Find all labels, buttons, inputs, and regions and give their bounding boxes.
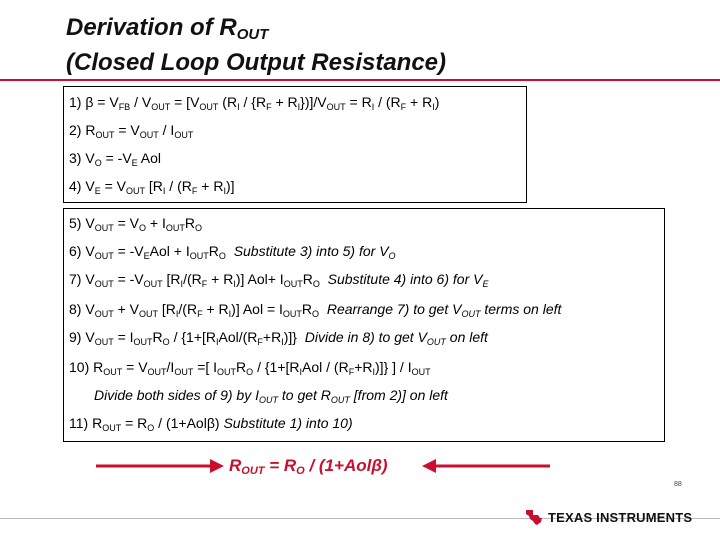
step-5: 5) $V_{OUT} = V_O + I_{OUT}R_O$ [69,215,202,233]
step-3: 3) $V_O = -V_E$ Aol [69,150,162,168]
step-10-note: Divide both sides of 9) by $I_{OUT}$ to get $R_{OUT}$ [from 2)] on left [94,387,448,405]
texas-instruments-logo [524,506,692,528]
step-1: 1) $\beta = V_{FB} / V_{OUT} = [V_{OUT}$ $(R_I / \{R_F + R_I\})]/V_{OUT} = R_I / (R_F + R_I)$ [69,94,440,112]
logo-wordmark: TEXAS INSTRUMENTS [548,509,693,525]
right-arrow [422,459,550,473]
step-2: 2) $R_{OUT} = V_{OUT} / I_{OUT}$ [69,122,194,140]
step-9: 9) $V_{OUT} = I_{OUT}R_O / \{1+[R_IAol/(R_F+R_I)]\}$ Divide in 8) to get $V_{OUT}$ on left [69,329,488,347]
step-4: 4) $V_E = V_{OUT}$ $[R_I / (R_F + R_I)]$ [69,178,235,196]
step-11: 11) $R_{OUT} = R_O / (1+Aol\beta)$ Substitute 1) into 10) [69,415,353,433]
title-line-2: (Closed Loop Output Resistance) [66,49,447,76]
step-7: 7) $V_{OUT} = -V_{OUT}$ $[R_I/(R_F + R_I)]$ $Aol+ I_{OUT}R_O$ Substitute 4) into 6) for $V_E$ [69,271,489,289]
step-6: 6) $V_{OUT} = -V_EAol + I_{OUT}R_O$ Substitute 3) into 5) for $V_O$ [69,243,396,261]
ti-state-icon [524,507,544,527]
left-arrow [96,459,224,473]
step-8: 8) $V_{OUT} + V_{OUT}$ $[R_I/(R_F + R_I)]$ Aol = $I_{OUT}R_O$ Rearrange 7) to get $V_{OUT}$ terms on left [69,301,562,319]
page-number: 88 [674,481,682,488]
title-line-1: Derivation of $R_{OUT}$ [66,14,269,43]
result-formula: $R_{OUT} = R_O / (1+Aol\beta)$ [229,456,388,477]
step-10: 10) $R_{OUT} = V_{OUT}/I_{OUT}$ =[ $I_{OUT}R_O / \{1+[R_IAol / (R_F+R_I)]\}$ ] / $I_{OUT}$ [69,359,431,377]
